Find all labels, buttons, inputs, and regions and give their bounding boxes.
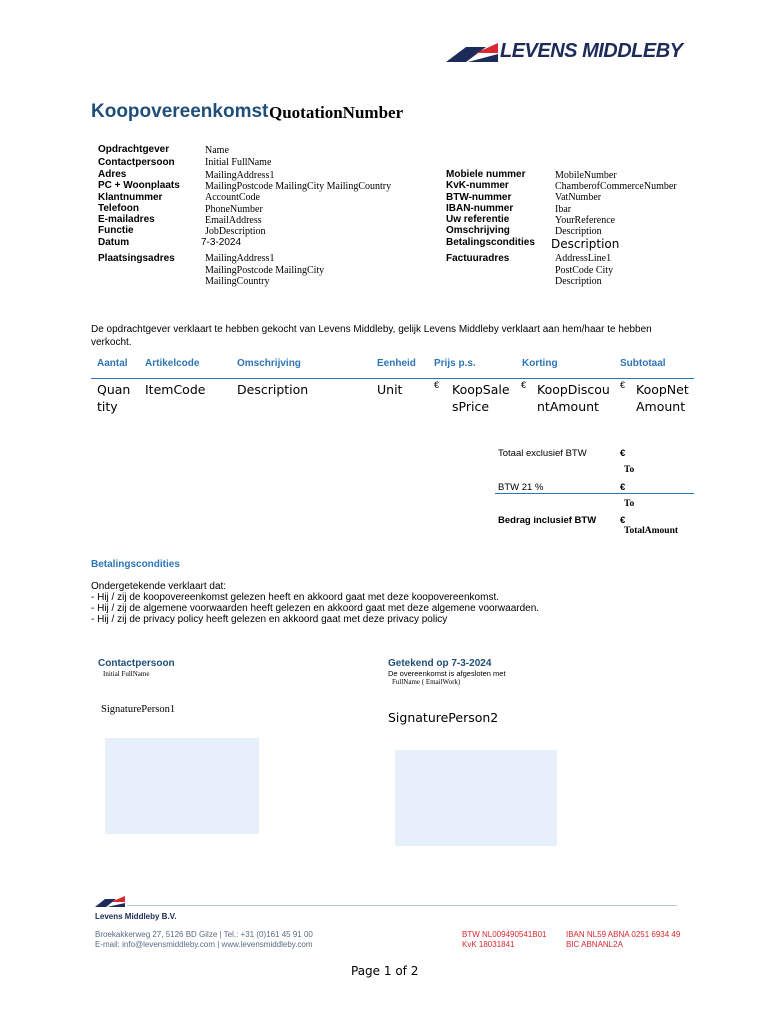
total-incl-label: Bedrag inclusief BTW xyxy=(498,515,597,526)
col-prijs: Prijs p.s. xyxy=(434,358,476,369)
total-btw-value: To xyxy=(624,499,635,509)
value-plaatsingsadres-line1: MailingAddress1 xyxy=(205,253,275,264)
signature-field-1[interactable] xyxy=(105,738,259,834)
value-functie: JobDescription xyxy=(205,226,266,237)
value-omschrijving: Description xyxy=(555,226,602,237)
value-datum: 7-3-2024 xyxy=(201,237,242,248)
label-telefoon: Telefoon xyxy=(98,203,139,214)
value-contactpersoon: Initial FullName xyxy=(205,157,272,168)
col-eenheid: Eenheid xyxy=(377,358,416,369)
footer-bic: BIC ABNANL2A xyxy=(566,940,623,949)
value-adres: MailingAddress1 xyxy=(205,170,275,181)
value-opdrachtgever: Name xyxy=(205,145,229,156)
cell-item-code: ItemCode xyxy=(145,382,206,397)
value-kvk-nummer: ChamberofCommerceNumber xyxy=(555,181,677,192)
cell-description: Description xyxy=(237,382,309,397)
label-factuuradres: Factuuradres xyxy=(446,253,510,264)
page-number: Page 1 of 2 xyxy=(351,964,419,978)
signature-right-name: FullName ( EmailWork) xyxy=(392,678,461,686)
payment-bullet: - Hij / zij de algemene voorwaarden heeft gelezen en akkoord gaat met deze algemene voorwaarden. xyxy=(91,603,540,614)
label-iban-nummer: IBAN-nummer xyxy=(446,203,514,214)
value-telefoon: PhoneNumber xyxy=(205,204,263,215)
col-korting: Korting xyxy=(522,358,558,369)
declaration-text: De opdrachtgever verklaart te hebben gekocht van Levens Middleby, gelijk Levens Middleby verklaart aan hem/haar te hebben verkocht. xyxy=(91,324,652,348)
label-mobiele-nummer: Mobiele nummer xyxy=(446,169,526,180)
total-excl-currency: € xyxy=(620,448,626,459)
col-subtotaal: Subtotaal xyxy=(620,358,666,369)
col-artikelcode: Artikelcode xyxy=(145,358,200,369)
value-btw-nummer: VatNumber xyxy=(555,192,602,203)
value-mobiele-nummer: MobileNumber xyxy=(555,170,617,181)
total-excl-label: Totaal exclusief BTW xyxy=(498,448,587,459)
label-adres: Adres xyxy=(98,169,127,180)
brand-name: LEVENS MIDDLEBY xyxy=(500,40,683,62)
label-btw-nummer: BTW-nummer xyxy=(446,192,512,203)
footer-logo-icon xyxy=(95,896,125,907)
value-e-mailadres: EmailAddress xyxy=(205,215,262,226)
col-aantal: Aantal xyxy=(97,358,128,369)
label-klantnummer: Klantnummer xyxy=(98,192,163,203)
value-plaatsingsadres-line2: MailingPostcode MailingCity xyxy=(205,265,325,276)
value-pc-woonplaats: MailingPostcode MailingCity MailingCountry xyxy=(205,181,392,192)
payment-heading: Betalingscondities xyxy=(91,559,180,570)
footer-address: Broekakkerweg 27, 5126 BD Gilze | Tel.: +31 (0)161 45 91 00 xyxy=(95,930,313,939)
payment-bullet: - Hij / zij de koopovereenkomst gelezen heeft en akkoord gaat met deze koopovereenkomst. xyxy=(91,592,500,603)
label-e-mailadres: E-mailadres xyxy=(98,214,155,225)
cell-subtotal-currency: € xyxy=(620,380,626,390)
signature-left-text: SignaturePerson1 xyxy=(101,704,176,715)
signature-left-heading: Contactpersoon xyxy=(98,658,175,669)
label-pc-woonplaats: PC + Woonplaats xyxy=(98,180,180,191)
cell-subtotal: KoopNetAmount xyxy=(636,382,689,414)
signature-right-note: De overeenkomst is afgesloten met xyxy=(388,669,506,678)
logo-mark-icon xyxy=(446,41,498,63)
label-functie: Functie xyxy=(98,225,134,236)
total-incl-value: TotalAmount xyxy=(624,526,679,536)
value-factuuradres-line3: Description xyxy=(555,276,602,287)
table-header-rule xyxy=(91,378,694,379)
cell-unit: Unit xyxy=(377,382,403,397)
value-factuuradres-line1: AddressLine1 xyxy=(555,253,612,264)
footer-iban: IBAN NL59 ABNA 0251 6934 49 xyxy=(566,930,681,939)
footer-company: Levens Middleby B.V. xyxy=(95,912,177,921)
footer-divider xyxy=(127,905,677,906)
total-btw-currency: € xyxy=(620,482,626,493)
cell-price-currency: € xyxy=(434,380,440,390)
signature-right-heading: Getekend op 7-3-2024 xyxy=(388,658,492,669)
label-kvk-nummer: KvK-nummer xyxy=(446,180,509,191)
value-plaatsingsadres-line3: MailingCountry xyxy=(205,276,270,287)
total-btw-label: BTW 21 % xyxy=(498,482,544,493)
col-omschrijving: Omschrijving xyxy=(237,358,301,369)
value-klantnummer: AccountCode xyxy=(205,192,260,203)
signature-left-name: Initial FullName xyxy=(103,670,150,678)
cell-discount-currency: € xyxy=(521,380,527,390)
label-betalingscondities: Betalingscondities xyxy=(446,237,535,248)
value-iban-nummer: Ibar xyxy=(555,204,572,215)
label-plaatsingsadres: Plaatsingsadres xyxy=(98,253,175,264)
label-omschrijving: Omschrijving xyxy=(446,225,510,236)
quotation-number: QuotationNumber xyxy=(269,103,404,122)
cell-quantity: Quantity xyxy=(97,382,131,414)
signature-field-2[interactable] xyxy=(395,750,557,846)
footer-contact: E-mail: info@levensmiddleby.com | www.levensmiddleby.com xyxy=(95,940,313,949)
total-incl-currency: € xyxy=(620,515,626,526)
footer-kvk: KvK 18031841 xyxy=(462,940,515,949)
page-title: Koopovereenkomst xyxy=(91,101,269,122)
value-betalingscondities: Description xyxy=(551,237,620,251)
payment-bullet: - Hij / zij de privacy policy heeft gelezen en akkoord gaat met deze privacy policy xyxy=(91,614,448,625)
cell-price: KoopSalesPrice xyxy=(452,382,510,414)
label-uw-referentie: Uw referentie xyxy=(446,214,510,225)
cell-discount: KoopDiscountAmount xyxy=(537,382,610,414)
label-contactpersoon: Contactpersoon xyxy=(98,157,175,168)
value-factuuradres-line2: PostCode City xyxy=(555,265,614,276)
totals-rule xyxy=(495,493,694,494)
brand-logo xyxy=(446,40,683,64)
signature-right-text: SignaturePerson2 xyxy=(388,710,499,725)
label-opdrachtgever: Opdrachtgever xyxy=(98,144,170,155)
payment-intro: Ondergetekende verklaart dat: xyxy=(91,581,227,592)
footer-btw: BTW NL009490541B01 xyxy=(462,930,547,939)
total-excl-value: To xyxy=(624,465,635,475)
value-uw-referentie: YourReference xyxy=(555,215,616,226)
label-datum: Datum xyxy=(98,237,130,248)
